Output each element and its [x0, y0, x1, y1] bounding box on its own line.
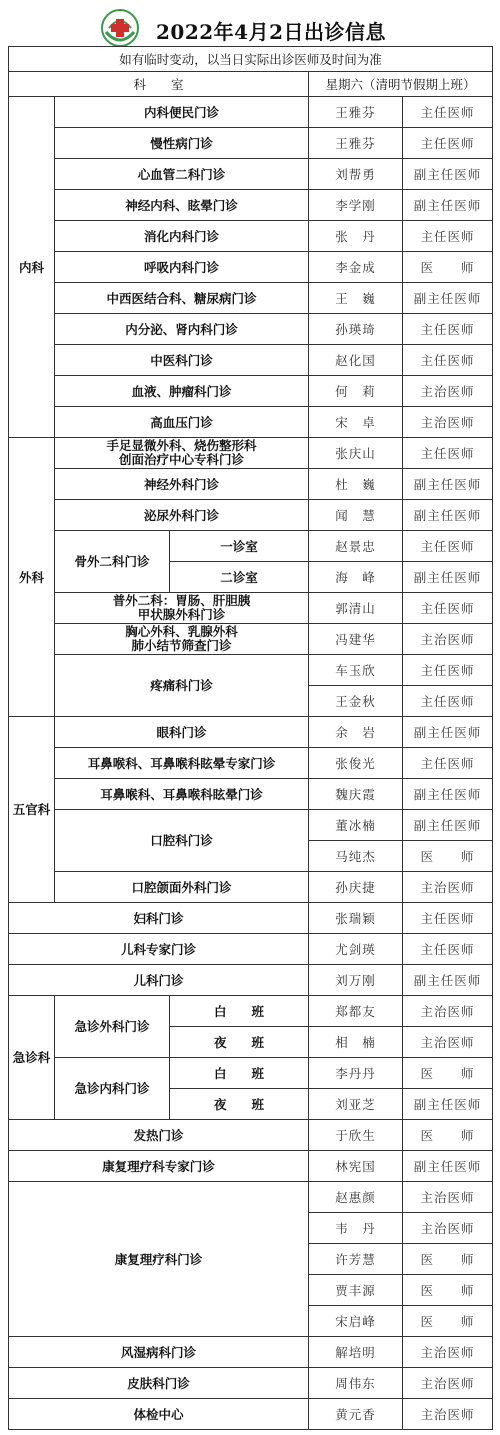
table-row: [9, 624, 493, 655]
dept-line: 普外二科：胃肠、肝胆胰: [112, 592, 251, 608]
column-header-day: 星期六（清明节假期上班）: [309, 72, 493, 97]
doctor-cell: 何 莉: [309, 376, 403, 407]
title-cell: 医 师: [403, 1244, 493, 1275]
doctor-cell: 马纯杰: [309, 841, 403, 872]
doctor-cell: 郑都友: [309, 996, 403, 1027]
dept-line: 创面治疗中心专科门诊: [118, 452, 244, 467]
table-row: [9, 996, 493, 1027]
title-cell: 副主任医师: [403, 190, 493, 221]
table-row: [9, 779, 493, 810]
doctor-cell: 解培明: [309, 1337, 403, 1368]
title-cell: 主治医师: [403, 1337, 493, 1368]
title-cell: 主治医师: [403, 1027, 493, 1058]
dept-cell: [55, 438, 309, 469]
dept-cell: 慢性病门诊: [55, 128, 309, 159]
title-cell: 主任医师: [403, 686, 493, 717]
schedule-table: [8, 46, 493, 1430]
dept-cell: 儿科专家门诊: [9, 934, 309, 965]
dept-cell: [55, 624, 309, 655]
header: [8, 6, 492, 46]
doctor-cell: 相 楠: [309, 1027, 403, 1058]
title-cell: 主任医师: [403, 655, 493, 686]
dept-cell: 耳鼻喉科、耳鼻喉科眩晕门诊: [55, 779, 309, 810]
table-row: [9, 438, 493, 469]
table-row: [9, 1337, 493, 1368]
doctor-cell: 赵化国: [309, 345, 403, 376]
doctor-cell: 李学刚: [309, 190, 403, 221]
notice-row: [9, 47, 493, 72]
doctor-cell: 董冰楠: [309, 810, 403, 841]
table-row: [9, 376, 493, 407]
title-cell: 主任医师: [403, 934, 493, 965]
doctor-cell: 王金秋: [309, 686, 403, 717]
doctor-cell: 张庆山: [309, 438, 403, 469]
title-cell: 副主任医师: [403, 562, 493, 593]
table-row: [9, 252, 493, 283]
doctor-cell: 李金成: [309, 252, 403, 283]
title-cell: 主治医师: [403, 1399, 493, 1430]
table-row: [9, 1368, 493, 1399]
dept-line: 肺小结节筛查门诊: [131, 638, 232, 653]
title-cell: 医 师: [403, 1306, 493, 1337]
table-row: [9, 1120, 493, 1151]
title-cell: 副主任医师: [403, 159, 493, 190]
doctor-cell: 车玉欣: [309, 655, 403, 686]
dept-cell: 急诊外科门诊: [55, 996, 170, 1058]
dept-cell: 呼吸内科门诊: [55, 252, 309, 283]
doctor-cell: 刘亚芝: [309, 1089, 403, 1120]
title-cell: 主治医师: [403, 1182, 493, 1213]
doctor-cell: 孙庆捷: [309, 872, 403, 903]
page-title: 2022年4月2日出诊信息: [156, 20, 386, 44]
table-row: [9, 655, 493, 686]
dept-cell: 体检中心: [9, 1399, 309, 1430]
title-cell: 主任医师: [403, 314, 493, 345]
title-cell: 主任医师: [403, 748, 493, 779]
table-row: [9, 872, 493, 903]
doctor-cell: 海 峰: [309, 562, 403, 593]
dept-line: 胸心外科、乳腺外科: [125, 623, 238, 639]
doctor-cell: 韦 丹: [309, 1213, 403, 1244]
table-row: [9, 934, 493, 965]
title-cell: 副主任医师: [403, 717, 493, 748]
doctor-cell: 张俊光: [309, 748, 403, 779]
title-cell: 主治医师: [403, 1368, 493, 1399]
doctor-cell: 贾丰源: [309, 1275, 403, 1306]
title-cell: 主治医师: [403, 376, 493, 407]
shift-cell: 白 班: [170, 996, 309, 1027]
room-cell: 二诊室: [170, 562, 309, 593]
doctor-cell: 王雅芬: [309, 97, 403, 128]
dept-cell: 口腔颌面外科门诊: [55, 872, 309, 903]
title-cell: 主任医师: [403, 593, 493, 624]
doctor-cell: 王 巍: [309, 283, 403, 314]
table-row: [9, 1399, 493, 1430]
shift-cell: 夜 班: [170, 1089, 309, 1120]
table-row: [9, 97, 493, 128]
title-cell: 副主任医师: [403, 810, 493, 841]
table-row: [9, 1182, 493, 1213]
table-row: [9, 1058, 493, 1089]
doctor-cell: 孙瑛琦: [309, 314, 403, 345]
room-cell: 一诊室: [170, 531, 309, 562]
dept-cell: 高血压门诊: [55, 407, 309, 438]
title-cell: 副主任医师: [403, 283, 493, 314]
doctor-cell: 宋 卓: [309, 407, 403, 438]
dept-cell: 消化内科门诊: [55, 221, 309, 252]
title-cell: 副主任医师: [403, 965, 493, 996]
doctor-cell: 刘帮勇: [309, 159, 403, 190]
table-row: [9, 593, 493, 624]
doctor-cell: 李丹丹: [309, 1058, 403, 1089]
header-row: [9, 72, 493, 97]
dept-cell: 中医科门诊: [55, 345, 309, 376]
doctor-cell: 许芳慧: [309, 1244, 403, 1275]
title-cell: 副主任医师: [403, 500, 493, 531]
dept-line: 甲状腺外科门诊: [137, 607, 226, 622]
title-cell: 主任医师: [403, 97, 493, 128]
doctor-cell: 刘万刚: [309, 965, 403, 996]
dept-cell: 疼痛科门诊: [55, 655, 309, 717]
table-row: [9, 1151, 493, 1182]
title-cell: 主任医师: [403, 531, 493, 562]
table-row: [9, 128, 493, 159]
dept-cell: 神经内科、眩晕门诊: [55, 190, 309, 221]
doctor-cell: 宋启峰: [309, 1306, 403, 1337]
title-cell: 主治医师: [403, 1213, 493, 1244]
dept-cell: 中西医结合科、糖尿病门诊: [55, 283, 309, 314]
dept-cell: 皮肤科门诊: [9, 1368, 309, 1399]
title-cell: 副主任医师: [403, 779, 493, 810]
shift-cell: 白 班: [170, 1058, 309, 1089]
title-cell: 副主任医师: [403, 1089, 493, 1120]
table-row: [9, 500, 493, 531]
table-row: [9, 717, 493, 748]
table-row: [9, 748, 493, 779]
dept-cell: 内科便民门诊: [55, 97, 309, 128]
table-row: [9, 283, 493, 314]
table-row: [9, 221, 493, 252]
dept-cell: [55, 593, 309, 624]
shift-cell: 夜 班: [170, 1027, 309, 1058]
dept-cell: 耳鼻喉科、耳鼻喉科眩晕专家门诊: [55, 748, 309, 779]
doctor-cell: 林宪国: [309, 1151, 403, 1182]
hospital-logo: [100, 8, 140, 48]
doctor-cell: 张瑞颖: [309, 903, 403, 934]
doctor-cell: 于欣生: [309, 1120, 403, 1151]
table-row: [9, 469, 493, 500]
doctor-cell: 杜 巍: [309, 469, 403, 500]
doctor-cell: 闻 慧: [309, 500, 403, 531]
category-neike: 内科: [9, 97, 55, 438]
title-cell: 副主任医师: [403, 469, 493, 500]
title-cell: 主任医师: [403, 221, 493, 252]
dept-cell: 急诊内科门诊: [55, 1058, 170, 1120]
title-cell: 副主任医师: [403, 1151, 493, 1182]
table-row: [9, 810, 493, 841]
dept-cell: 血液、肿瘤科门诊: [55, 376, 309, 407]
title-cell: 主治医师: [403, 624, 493, 655]
title-cell: 主治医师: [403, 996, 493, 1027]
table-row: [9, 903, 493, 934]
doctor-cell: 周伟东: [309, 1368, 403, 1399]
title-cell: 医 师: [403, 1275, 493, 1306]
dept-cell: 康复理疗科门诊: [9, 1182, 309, 1337]
dept-cell: 口腔科门诊: [55, 810, 309, 872]
doctor-cell: 郭清山: [309, 593, 403, 624]
doctor-cell: 张 丹: [309, 221, 403, 252]
table-row: [9, 965, 493, 996]
dept-line: 手足显微外科、烧伤整形科: [106, 437, 257, 453]
doctor-cell: 余 岩: [309, 717, 403, 748]
title-cell: 主任医师: [403, 128, 493, 159]
dept-cell: 儿科门诊: [9, 965, 309, 996]
title-cell: 医 师: [403, 252, 493, 283]
table-row: [9, 159, 493, 190]
table-row: [9, 190, 493, 221]
dept-cell: 神经外科门诊: [55, 469, 309, 500]
notice-text: 如有临时变动，以当日实际出诊医师及时间为准: [9, 47, 493, 72]
dept-cell: 妇科门诊: [9, 903, 309, 934]
title-cell: 医 师: [403, 1058, 493, 1089]
dept-cell: 发热门诊: [9, 1120, 309, 1151]
dept-cell: 眼科门诊: [55, 717, 309, 748]
table-row: [9, 531, 493, 562]
title-cell: 主任医师: [403, 345, 493, 376]
doctor-cell: 黄元香: [309, 1399, 403, 1430]
dept-cell: 风湿病科门诊: [9, 1337, 309, 1368]
column-header-dept: 科 室: [9, 72, 309, 97]
title-cell: 主治医师: [403, 872, 493, 903]
doctor-cell: 尤剑瑛: [309, 934, 403, 965]
table-row: [9, 407, 493, 438]
category-wuguan: 五官科: [9, 717, 55, 903]
title-cell: 主任医师: [403, 903, 493, 934]
doctor-cell: 魏庆霞: [309, 779, 403, 810]
doctor-cell: 赵惠颜: [309, 1182, 403, 1213]
title-cell: 医 师: [403, 1120, 493, 1151]
dept-cell: 骨外二科门诊: [55, 531, 170, 593]
doctor-cell: 王雅芬: [309, 128, 403, 159]
dept-cell: 康复理疗科专家门诊: [9, 1151, 309, 1182]
dept-cell: 心血管二科门诊: [55, 159, 309, 190]
dept-cell: 泌尿外科门诊: [55, 500, 309, 531]
table-row: [9, 314, 493, 345]
table-row: [9, 345, 493, 376]
title-cell: 主任医师: [403, 438, 493, 469]
title-cell: 医 师: [403, 841, 493, 872]
category-jizhen: 急诊科: [9, 996, 55, 1120]
category-waike: 外科: [9, 438, 55, 717]
title-cell: 主治医师: [403, 407, 493, 438]
doctor-cell: 赵景忠: [309, 531, 403, 562]
doctor-cell: 冯建华: [309, 624, 403, 655]
dept-cell: 内分泌、肾内科门诊: [55, 314, 309, 345]
